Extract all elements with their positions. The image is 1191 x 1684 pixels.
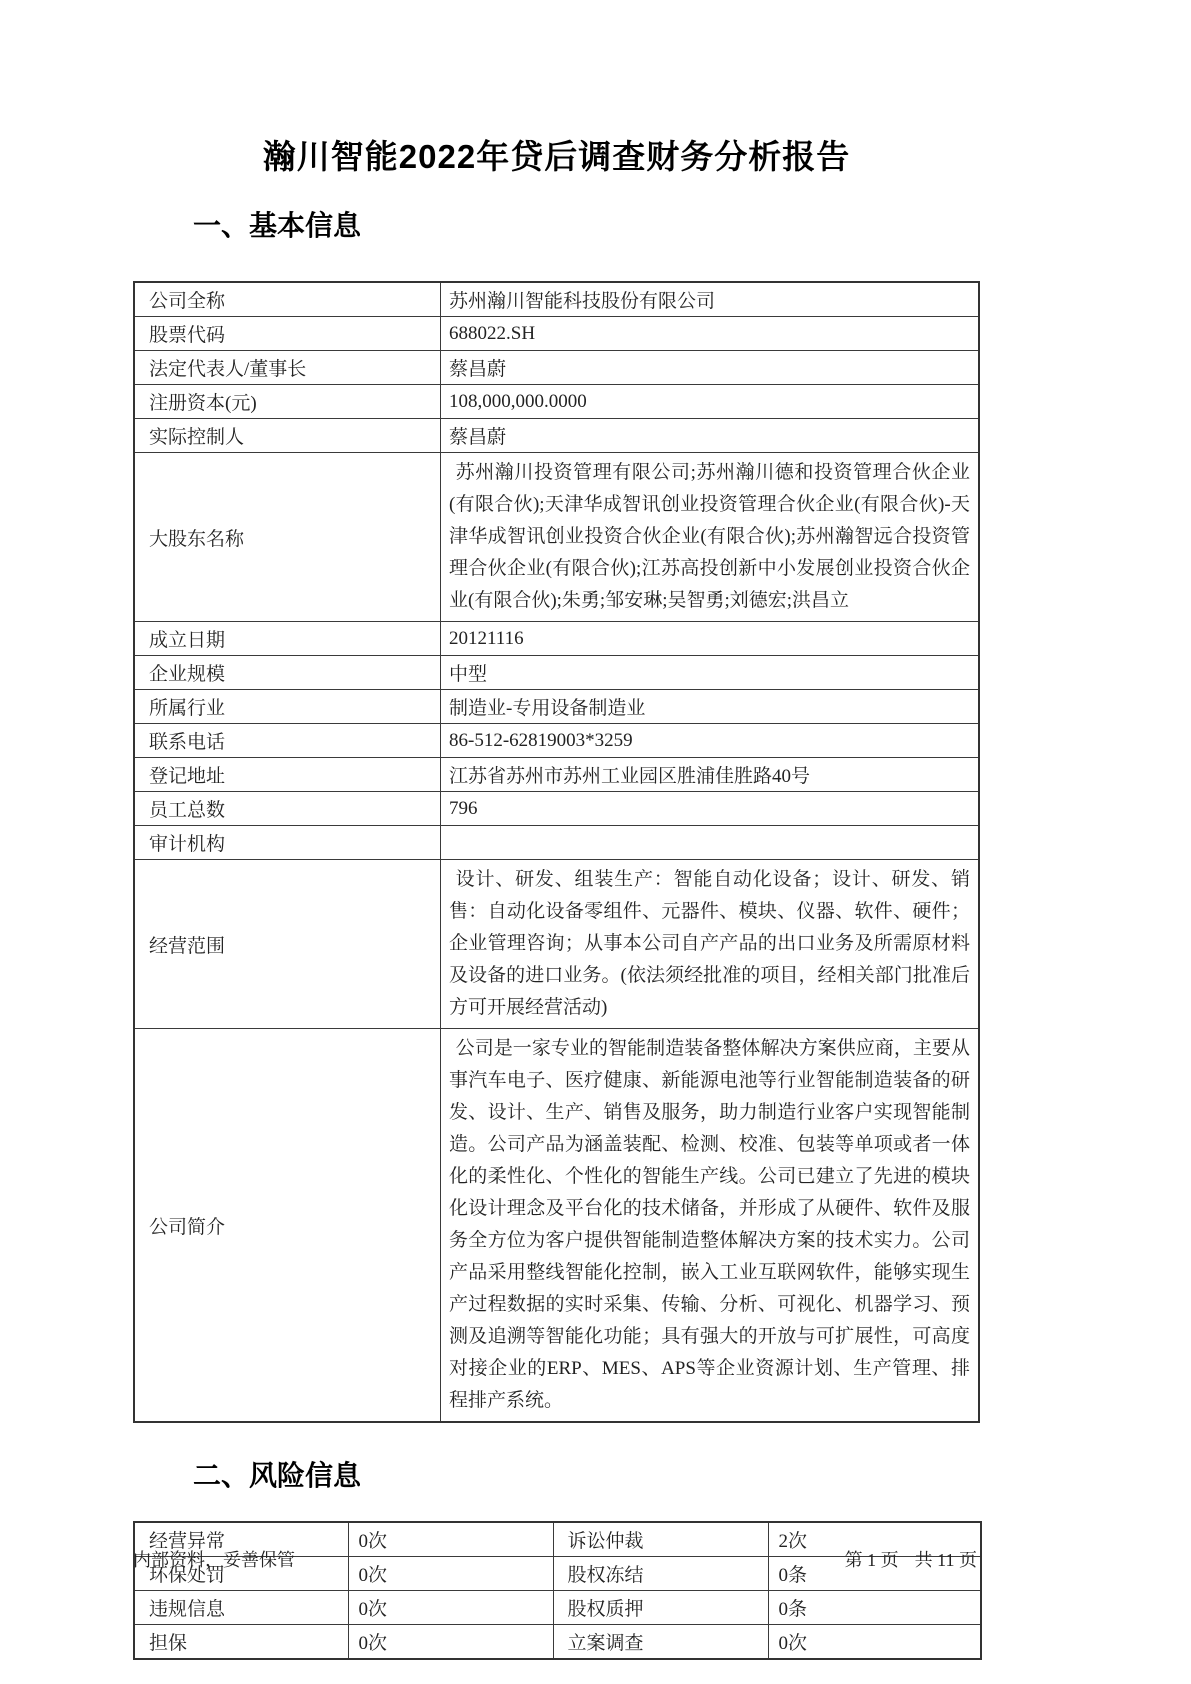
risk-label: 违规信息 bbox=[134, 1591, 348, 1625]
field-value bbox=[441, 826, 980, 860]
field-label: 股票代码 bbox=[134, 317, 441, 351]
field-value: 设计、研发、组装生产：智能自动化设备；设计、研发、销售：自动化设备零组件、元器件、模块、仪器、软件、硬件；企业管理咨询；从事本公司自产产品的出口业务及所需原材料及设备的进口业务。(依法须经批准的项目，经相关部门批准后方可开展经营活动) bbox=[441, 860, 980, 1029]
table-row bbox=[134, 317, 979, 351]
risk-info-table bbox=[133, 1521, 982, 1660]
risk-label: 担保 bbox=[134, 1625, 348, 1660]
risk-label: 立案调查 bbox=[553, 1625, 768, 1660]
field-value: 688022.SH bbox=[441, 317, 980, 351]
field-value: 江苏省苏州市苏州工业园区胜浦佳胜路40号 bbox=[441, 758, 980, 792]
table-row bbox=[134, 724, 979, 758]
risk-value: 2次 bbox=[768, 1522, 981, 1557]
risk-label: 诉讼仲裁 bbox=[553, 1522, 768, 1557]
field-label: 审计机构 bbox=[134, 826, 441, 860]
field-label: 大股东名称 bbox=[134, 453, 441, 622]
risk-value: 0次 bbox=[348, 1522, 553, 1557]
table-row bbox=[134, 1591, 981, 1625]
field-value: 86-512-62819003*3259 bbox=[441, 724, 980, 758]
field-value: 苏州瀚川投资管理有限公司;苏州瀚川德和投资管理合伙企业(有限合伙);天津华成智讯创业投资管理合伙企业(有限合伙)-天津华成智讯创业投资合伙企业(有限合伙);苏州瀚智远合投资管理合伙企业(有限合伙);江苏高投创新中小发展创业投资合伙企业(有限合伙);朱勇;邹安琳;吴智勇;刘德宏;洪昌立 bbox=[441, 453, 980, 622]
page-number bbox=[845, 1546, 977, 1572]
risk-value: 0条 bbox=[768, 1557, 981, 1591]
risk-value: 0次 bbox=[768, 1625, 981, 1660]
risk-value: 0次 bbox=[348, 1591, 553, 1625]
table-row bbox=[134, 690, 979, 724]
field-label: 成立日期 bbox=[134, 622, 441, 656]
table-row bbox=[134, 792, 979, 826]
field-value: 中型 bbox=[441, 656, 980, 690]
field-label: 经营范围 bbox=[134, 860, 441, 1029]
document-content bbox=[133, 0, 980, 1660]
risk-value: 0次 bbox=[348, 1557, 553, 1591]
field-label: 联系电话 bbox=[134, 724, 441, 758]
field-label: 公司全称 bbox=[134, 282, 441, 317]
table-row bbox=[134, 656, 979, 690]
field-value: 20121116 bbox=[441, 622, 980, 656]
table-row bbox=[134, 622, 979, 656]
table-row bbox=[134, 453, 979, 622]
field-label: 注册资本(元) bbox=[134, 385, 441, 419]
table-row bbox=[134, 826, 979, 860]
field-value: 制造业-专用设备制造业 bbox=[441, 690, 980, 724]
field-value: 公司是一家专业的智能制造装备整体解决方案供应商，主要从事汽车电子、医疗健康、新能源电池等行业智能制造装备的研发、设计、生产、销售及服务，助力制造行业客户实现智能制造。公司产品为涵盖装配、检测、校准、包装等单项或者一体化的柔性化、个性化的智能生产线。公司已建立了先进的模块化设计理念及平台化的技术储备，并形成了从硬件、软件及服务全方位为客户提供智能制造整体解决方案的技术实力。公司产品采用整线智能化控制，嵌入工业互联网软件，能够实现生产过程数据的实时采集、传输、分析、可视化、机器学习、预测及追溯等智能化功能；具有强大的开放与可扩展性，可高度对接企业的ERP、MES、APS等企业资源计划、生产管理、排程排产系统。 bbox=[441, 1029, 980, 1423]
page-title: 瀚川智能2022年贷后调查财务分析报告 bbox=[262, 138, 851, 175]
risk-label: 环保处罚 bbox=[134, 1557, 348, 1591]
field-label: 公司简介 bbox=[134, 1029, 441, 1423]
footer-confidential-note: 内部资料，妥善保管 bbox=[133, 1550, 295, 1570]
table-row bbox=[134, 351, 979, 385]
field-label: 所属行业 bbox=[134, 690, 441, 724]
table-row bbox=[134, 1029, 979, 1423]
risk-label: 股权冻结 bbox=[553, 1557, 768, 1591]
field-value: 796 bbox=[441, 792, 980, 826]
risk-value: 0条 bbox=[768, 1591, 981, 1625]
field-label: 员工总数 bbox=[134, 792, 441, 826]
section-heading-basic-info: 一、基本信息 bbox=[193, 210, 362, 241]
table-row bbox=[134, 419, 979, 453]
page-number-total: 共 11 页 bbox=[914, 1550, 977, 1570]
field-label: 实际控制人 bbox=[134, 419, 441, 453]
table-row bbox=[134, 1625, 981, 1660]
table-row bbox=[134, 385, 979, 419]
field-label: 企业规模 bbox=[134, 656, 441, 690]
table-row bbox=[134, 860, 979, 1029]
field-value: 蔡昌蔚 bbox=[441, 351, 980, 385]
section-heading-risk-info: 二、风险信息 bbox=[193, 1460, 362, 1491]
field-value: 108,000,000.0000 bbox=[441, 385, 980, 419]
table-row bbox=[134, 282, 979, 317]
field-value: 苏州瀚川智能科技股份有限公司 bbox=[441, 282, 980, 317]
risk-label: 股权质押 bbox=[553, 1591, 768, 1625]
risk-label: 经营异常 bbox=[134, 1522, 348, 1557]
page-number-current: 第 1 页 bbox=[844, 1550, 899, 1570]
field-value: 蔡昌蔚 bbox=[441, 419, 980, 453]
risk-value: 0次 bbox=[348, 1625, 553, 1660]
basic-info-table bbox=[133, 281, 980, 1423]
table-row bbox=[134, 758, 979, 792]
field-label: 登记地址 bbox=[134, 758, 441, 792]
field-label: 法定代表人/董事长 bbox=[134, 351, 441, 385]
